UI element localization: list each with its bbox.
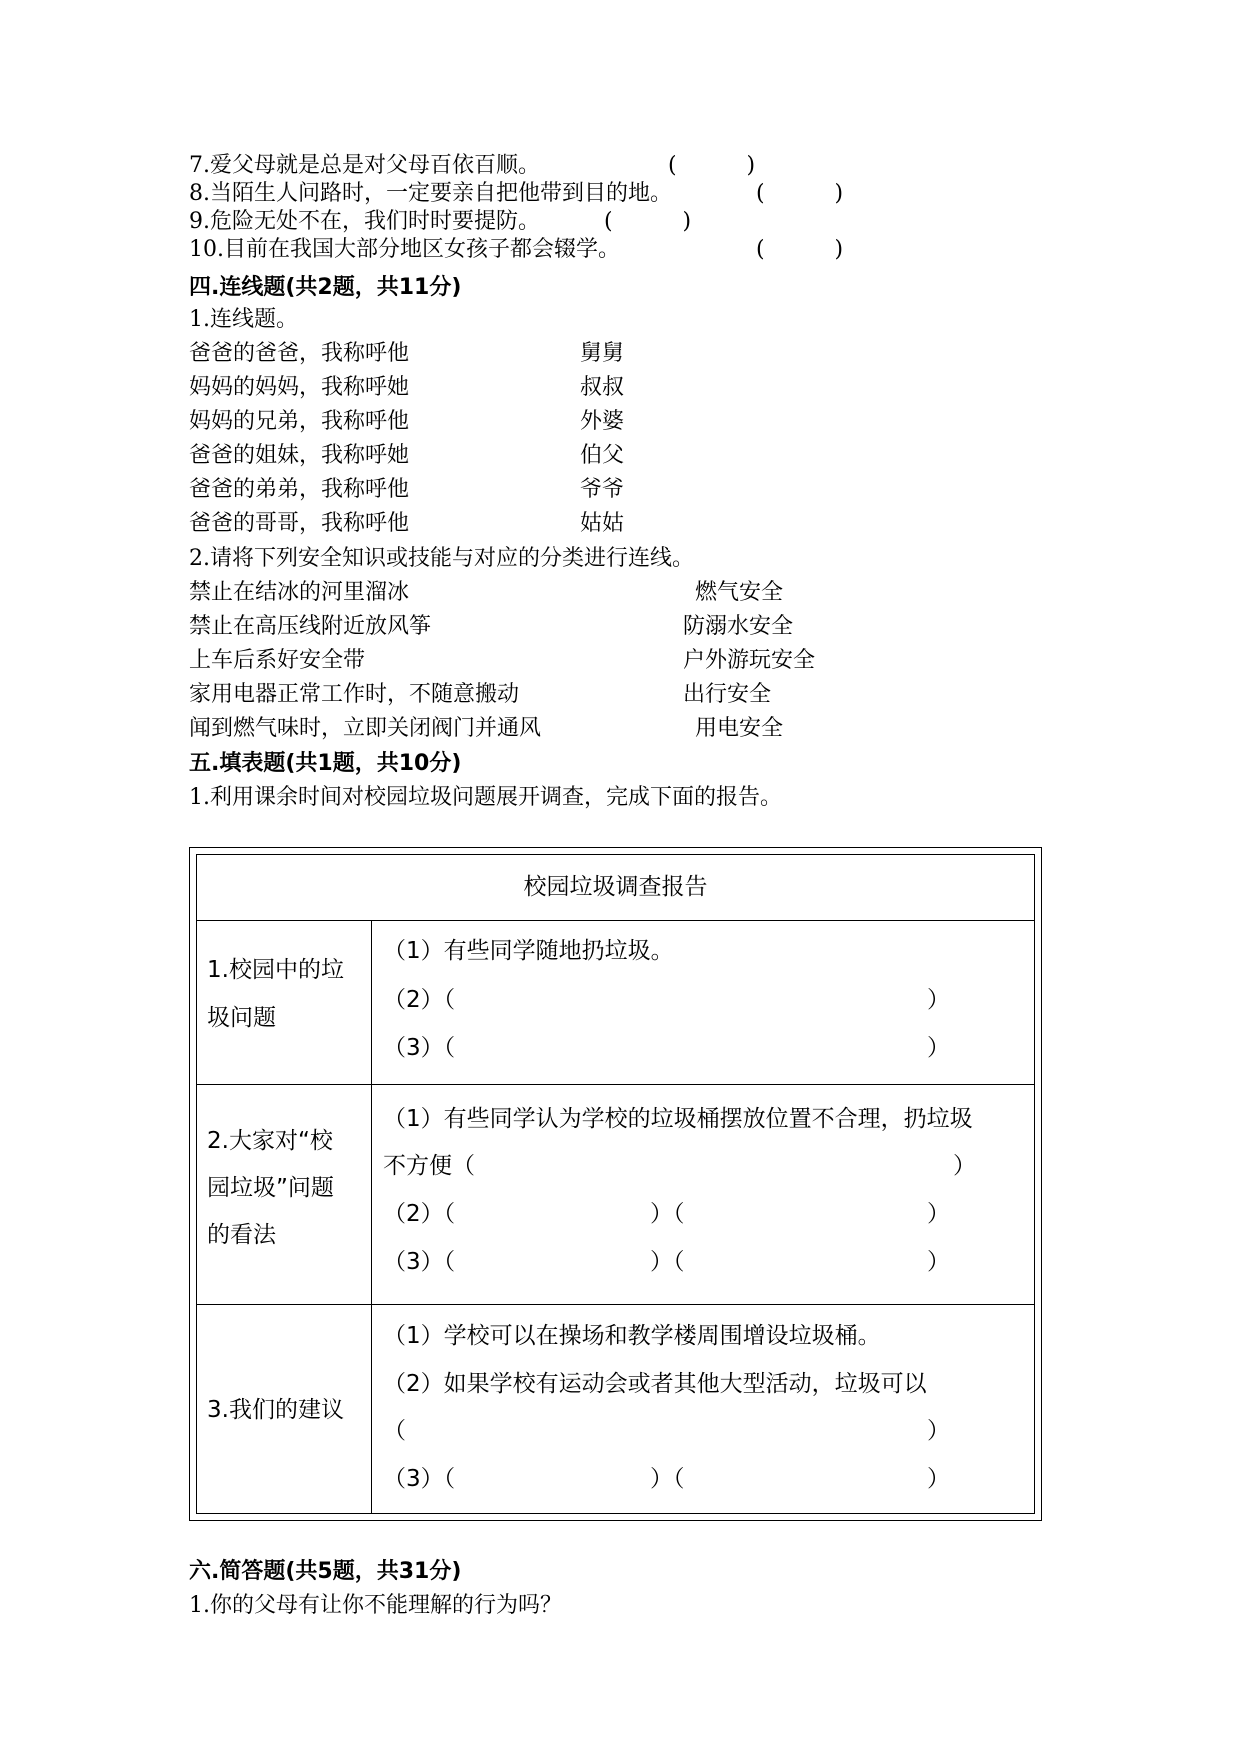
matching-q1-left-1[interactable]: 爸爸的爸爸，我称呼他 xyxy=(189,341,410,366)
matching-q2-right-1[interactable]: 燃气安全 xyxy=(695,580,784,605)
matching-q2-left-1[interactable]: 禁止在结冰的河里溜冰 xyxy=(189,580,410,605)
table-divider xyxy=(371,920,372,1513)
matching-q2-right-2[interactable]: 防溺水安全 xyxy=(683,614,794,639)
row-2-label: 的看法 xyxy=(207,1222,276,1248)
matching-q1-left-4[interactable]: 爸爸的姐妹，我称呼她 xyxy=(189,443,410,468)
judge-blank-9[interactable]: ( ) xyxy=(604,209,692,234)
row-2-label: 园垃圾”问题 xyxy=(207,1175,334,1201)
judge-item-9: 9.危险无处不在，我们时时要提防。 xyxy=(189,209,540,234)
table-divider xyxy=(197,920,1034,921)
row-1-blank-open[interactable]: （3）（ xyxy=(383,1035,456,1061)
row-2-label: 2.大家对“校 xyxy=(207,1128,333,1154)
matching-q2-left-3[interactable]: 上车后系好安全带 xyxy=(189,648,366,673)
row-2-blank-close[interactable]: ） xyxy=(927,1249,950,1275)
row-3-line: （2）如果学校有运动会或者其他大型活动，垃圾可以 xyxy=(383,1371,927,1397)
matching-q1-left-5[interactable]: 爸爸的弟弟，我称呼他 xyxy=(189,477,410,502)
row-3-blank-close[interactable]: ） xyxy=(927,1418,950,1444)
row-1-label: 圾问题 xyxy=(207,1005,276,1031)
row-2-blank-open[interactable]: （3）（ xyxy=(383,1249,456,1275)
row-2-blank-mid[interactable]: ）（ xyxy=(650,1249,685,1275)
matching-q1-left-3[interactable]: 妈妈的兄弟，我称呼他 xyxy=(189,409,410,434)
row-1-blank-close[interactable]: ） xyxy=(927,1035,950,1061)
row-3-label: 3.我们的建议 xyxy=(207,1397,344,1423)
section-5-title: 五.填表题(共1题，共10分) xyxy=(189,751,462,776)
row-3-blank-mid[interactable]: ）（ xyxy=(650,1466,685,1492)
row-2-line: （1）有些同学认为学校的垃圾桶摆放位置不合理，扔垃圾 xyxy=(383,1106,973,1132)
matching-q1-right-6[interactable]: 姑姑 xyxy=(580,511,625,536)
section-4-title: 四.连线题(共2题，共11分) xyxy=(189,275,462,300)
matching-q2-left-2[interactable]: 禁止在高压线附近放风筝 xyxy=(189,614,432,639)
row-1-line: （1）有些同学随地扔垃圾。 xyxy=(383,938,674,964)
matching-q1-right-5[interactable]: 爷爷 xyxy=(580,477,625,502)
row-2-blank-mid[interactable]: ）（ xyxy=(650,1201,685,1227)
matching-q2-left-4[interactable]: 家用电器正常工作时，不随意搬动 xyxy=(189,682,520,707)
row-3-blank-open[interactable]: （3）（ xyxy=(383,1466,456,1492)
judge-blank-10[interactable]: ( ) xyxy=(756,237,844,262)
survey-report-table-inner xyxy=(196,854,1035,1514)
matching-q1-left-2[interactable]: 妈妈的妈妈，我称呼她 xyxy=(189,375,410,400)
table-divider xyxy=(197,1084,1034,1085)
matching-q1-right-2[interactable]: 叔叔 xyxy=(580,375,625,400)
row-1-blank-close[interactable]: ） xyxy=(927,987,950,1013)
survey-report-table xyxy=(189,847,1042,1521)
row-3-blank-open[interactable]: （ xyxy=(383,1418,406,1444)
matching-q2-title: 2.请将下列安全知识或技能与对应的分类进行连线。 xyxy=(189,546,694,571)
judge-blank-8[interactable]: ( ) xyxy=(756,181,844,206)
table-divider xyxy=(197,1304,1034,1305)
row-2-blank-open[interactable]: （2）（ xyxy=(383,1201,456,1227)
row-2-blank-close[interactable]: ） xyxy=(927,1201,950,1227)
matching-q2-left-5[interactable]: 闻到燃气味时，立即关闭阀门并通风 xyxy=(189,716,542,741)
table-title: 校园垃圾调查报告 xyxy=(523,874,708,900)
matching-q1-right-1[interactable]: 舅舅 xyxy=(580,341,625,366)
row-2-blank-close[interactable]: ） xyxy=(953,1153,976,1179)
row-3-line: （1）学校可以在操场和教学楼周围增设垃圾桶。 xyxy=(383,1323,881,1349)
matching-q1-right-3[interactable]: 外婆 xyxy=(580,409,625,434)
judge-item-10: 10.目前在我国大部分地区女孩子都会辍学。 xyxy=(189,237,620,262)
matching-q1-left-6[interactable]: 爸爸的哥哥，我称呼他 xyxy=(189,511,410,536)
matching-q2-right-5[interactable]: 用电安全 xyxy=(695,716,784,741)
matching-q1-right-4[interactable]: 伯父 xyxy=(580,443,625,468)
judge-item-7: 7.爱父母就是总是对父母百依百顺。 xyxy=(189,153,540,178)
judge-item-8: 8.当陌生人问路时，一定要亲自把他带到目的地。 xyxy=(189,181,672,206)
short-answer-q1: 1.你的父母有让你不能理解的行为吗？ xyxy=(189,1593,562,1618)
row-1-label: 1.校园中的垃 xyxy=(207,957,344,983)
matching-q2-right-3[interactable]: 户外游玩安全 xyxy=(683,648,816,673)
fill-table-q1: 1.利用课余时间对校园垃圾问题展开调查，完成下面的报告。 xyxy=(189,785,782,810)
matching-q2-right-4[interactable]: 出行安全 xyxy=(683,682,772,707)
row-2-blank-open[interactable]: 不方便（ xyxy=(383,1153,475,1179)
row-3-blank-close[interactable]: ） xyxy=(927,1466,950,1492)
row-1-blank-open[interactable]: （2）（ xyxy=(383,987,456,1013)
matching-q1-title: 1.连线题。 xyxy=(189,307,298,332)
judge-blank-7[interactable]: ( ) xyxy=(668,153,756,178)
section-6-title: 六.简答题(共5题，共31分) xyxy=(189,1559,462,1584)
